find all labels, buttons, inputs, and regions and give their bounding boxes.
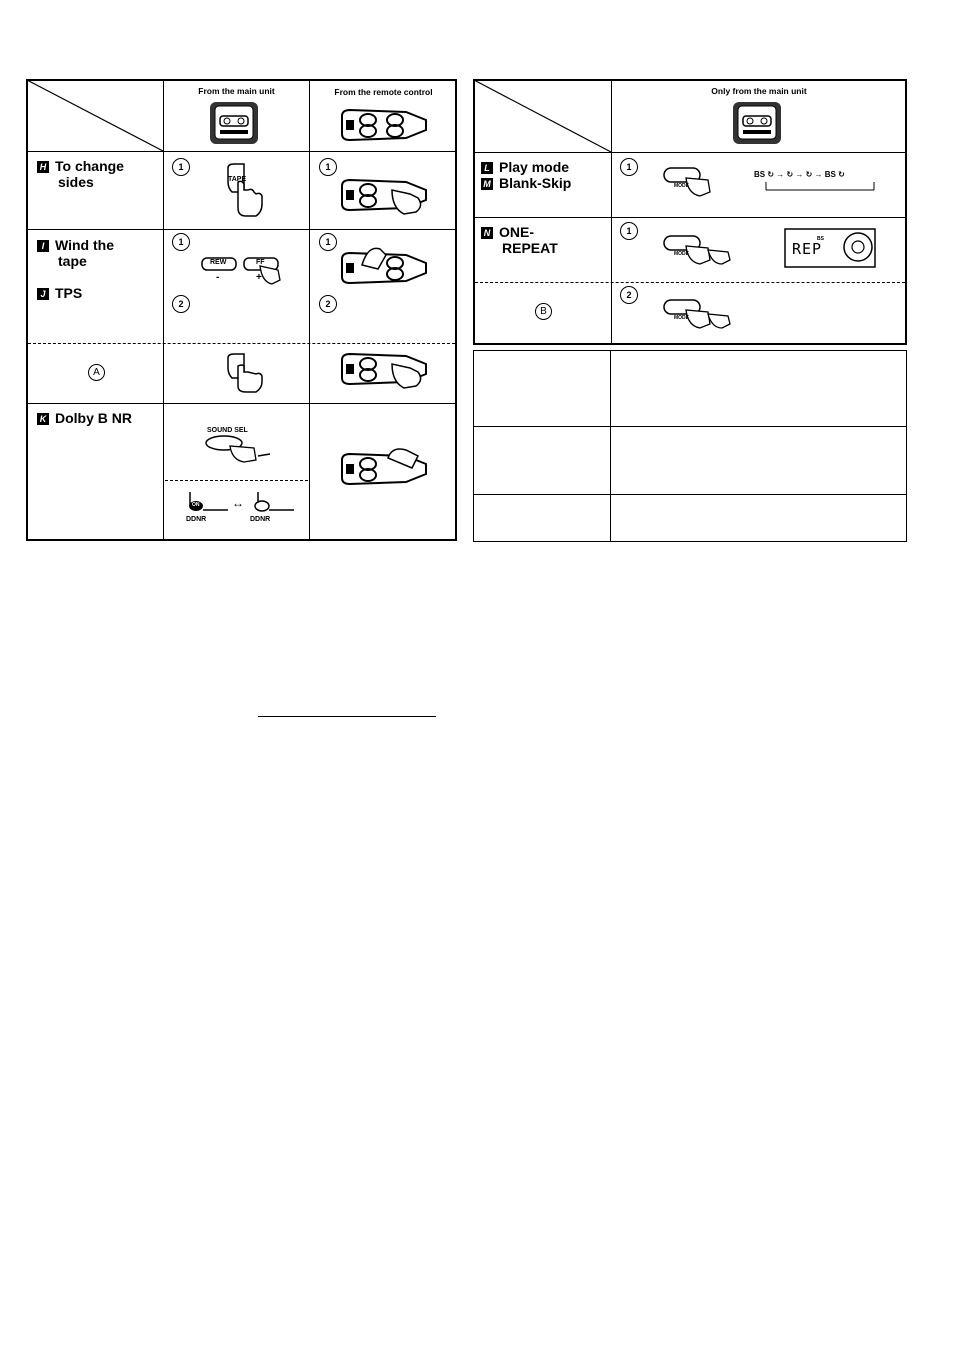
minus-label: -	[216, 272, 220, 283]
remote-control-icon	[340, 108, 430, 142]
left-row-divider	[26, 151, 457, 152]
change-sides-label: H To change sides	[37, 158, 124, 190]
badge-l: L	[481, 162, 493, 174]
step-1-icon: 1	[620, 222, 638, 240]
sound-sel-label: SOUND SEL	[207, 427, 248, 434]
dnr-label-off: DDNR	[186, 516, 207, 523]
mode-button-double-press-icon	[662, 298, 734, 330]
tps-label: J TPS	[37, 285, 82, 301]
sound-sel-button-icon	[204, 434, 276, 466]
lower-row-divider	[473, 494, 907, 495]
right-row-divider	[473, 152, 907, 153]
step-1-icon: 1	[172, 158, 190, 176]
lower-info-table	[473, 350, 907, 542]
step-2-icon: 2	[172, 295, 190, 313]
underline-rule	[258, 716, 436, 717]
rew-label: REW	[210, 259, 227, 266]
dnr-label-on: DDNR	[250, 516, 271, 523]
header-main-unit-only: Only from the main unit	[711, 86, 807, 96]
mode-label: MODE	[674, 315, 689, 321]
badge-j: J	[37, 288, 49, 300]
remote-sound-sel-icon	[340, 446, 430, 496]
header-remote-control: From the remote control	[334, 87, 433, 97]
mode-label: MODE	[674, 183, 689, 189]
header-main-unit: From the main unit	[198, 86, 275, 96]
dolby-dashed-divider	[165, 480, 308, 481]
badge-i: I	[37, 240, 49, 252]
left-row-divider	[26, 229, 457, 230]
plus-label: +	[256, 272, 262, 283]
lcd-bs-text: BS	[817, 236, 824, 242]
mode-button-hold-icon	[662, 234, 734, 266]
badge-h: H	[37, 161, 49, 173]
step-1-icon: 1	[319, 233, 337, 251]
tape-button-hold-icon	[224, 352, 264, 394]
switch-arrow: ↔	[232, 496, 244, 510]
badge-m: M	[481, 178, 493, 190]
right-col-divider	[611, 79, 612, 345]
main-unit-device-icon	[208, 100, 260, 146]
lower-row-divider	[473, 426, 907, 427]
remote-hold-icon	[340, 352, 430, 392]
mode-label: MODE	[674, 251, 689, 257]
dolby-label: K Dolby B NR	[37, 410, 132, 426]
on-label: ON	[192, 502, 200, 508]
lcd-rep-text: REP	[792, 240, 823, 258]
step-2-icon: 2	[319, 295, 337, 313]
tape-button-press-icon	[224, 162, 264, 220]
play-mode-label: L Play mode M Blank-Skip	[481, 159, 571, 191]
note-b-symbol: B	[535, 303, 552, 320]
left-dashed-divider	[28, 343, 455, 344]
right-corner-diagonal	[474, 80, 611, 152]
main-unit-device-icon	[731, 100, 783, 146]
remote-wind-icon	[340, 245, 430, 293]
right-row-divider	[473, 217, 907, 218]
left-col-divider-1	[163, 79, 164, 541]
left-row-divider	[26, 403, 457, 404]
corner-diagonal	[27, 80, 163, 151]
ff-label: FF	[256, 259, 265, 266]
wind-tape-label: I Wind the tape	[37, 237, 114, 269]
tape-label: TAPE	[228, 176, 247, 183]
play-mode-sequence: BS ↻ → ↻ → ↻ → BS ↻	[754, 170, 845, 179]
badge-k: K	[37, 413, 49, 425]
note-a-symbol: A	[88, 364, 105, 381]
right-dashed-divider	[475, 282, 905, 283]
step-2-icon: 2	[620, 286, 638, 304]
one-repeat-label: N ONE- REPEAT	[481, 224, 558, 256]
lower-col-divider	[610, 350, 611, 542]
step-1-icon: 1	[172, 233, 190, 251]
badge-n: N	[481, 227, 493, 239]
step-1-icon: 1	[319, 158, 337, 176]
left-col-divider-2	[309, 79, 310, 541]
remote-press-icon	[340, 178, 430, 218]
sequence-return-arrow	[764, 180, 876, 192]
mode-button-press-icon	[662, 166, 714, 198]
step-1-icon: 1	[620, 158, 638, 176]
